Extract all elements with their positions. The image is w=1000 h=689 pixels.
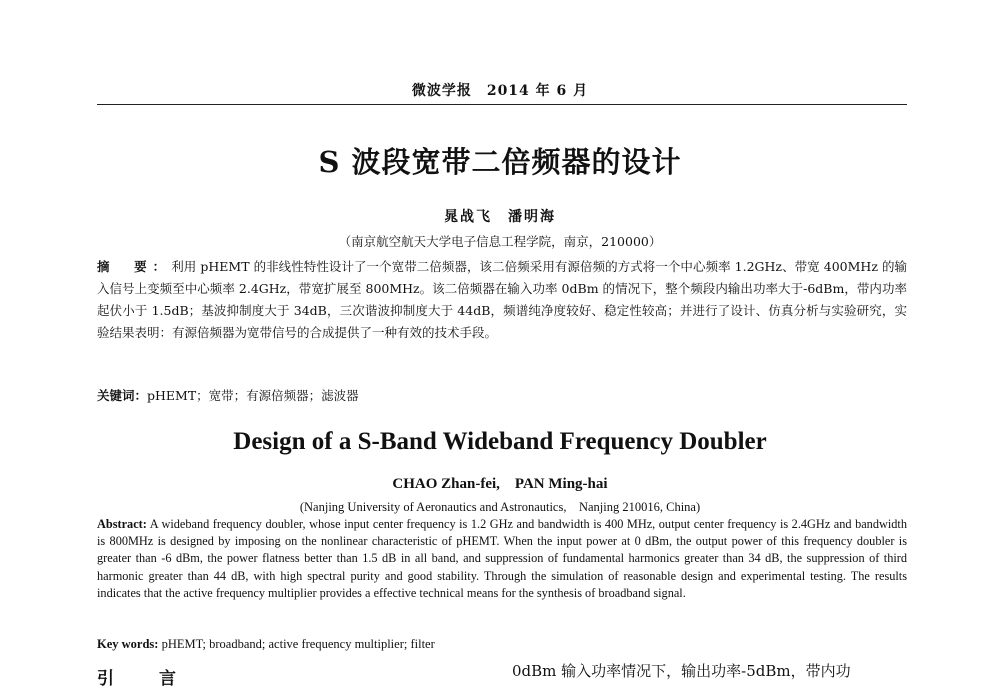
- keywords-en-label: Key words:: [97, 637, 159, 651]
- abstract-en: [97, 516, 907, 602]
- body-text-column-2: 0dBm 输入功率情况下，输出功率-5dBm，带内功: [512, 662, 851, 680]
- keywords-en-text: pHEMT; broadband; active frequency multiplier; filter: [161, 637, 435, 651]
- abstract-cn: [97, 256, 907, 344]
- abstract-cn-text: 利用 pHEMT 的非线性特性设计了一个宽带二倍频器，该二倍频采用有源倍频的方式将一个中心频率 1.2GHz、带宽 400MHz 的输入信号上变频至中心频率 2.4GHz，带宽扩展至 800MHz。该二倍频器在输入功率 0dBm 的情况下，整个频段内输出功率大于-6dBm，带内功率起伏小于 1.5dB；基波抑制度大于 34dB，三次谐波抑制度大于 44dB，频谱纯净度较好、稳定性较高；并进行了设计、仿真分析与实验研究，实验结果表明：有源倍频器为宽带信号的合成提供了一种有效的技术手段。: [97, 259, 907, 340]
- abstract-en-label: Abstract:: [97, 517, 147, 531]
- title-cn: S 波段宽带二倍频器的设计: [318, 145, 682, 179]
- abstract-cn-label: 摘 要：: [97, 259, 172, 274]
- keywords-en: [97, 637, 907, 652]
- abstract-en-text: A wideband frequency doubler, whose input center frequency is 1.2 GHz and bandwidth is 400 MHz, output center frequency is 2.4GHz and bandwidth is 800MHz is designed by imposing on the nonlinear characteristic of pHEMT. When the input power at 0 dBm, the output power of this frequency doubler is greater than -6 dBm, the power flatness better than 1.5 dB in all band, and suppression of fundamental harmonics greater than 34 dB, the suppression of third harmonic greater than 44 dB, with high spectral purity and good stability. Through the simulation of reasonable design and experimental testing. The results indicates that the active frequency multiplier provides a effective technical means for the synthesis of broadband signal.: [97, 517, 907, 600]
- keywords-cn: [97, 386, 907, 404]
- intro-heading-cn: 引 言: [97, 669, 190, 689]
- affiliation-en: (Nanjing University of Aeronautics and Astronautics, Nanjing 210016, China): [299, 500, 701, 514]
- authors-en: CHAO Zhan-fei, PAN Ming-hai: [392, 476, 608, 492]
- header-rule: [97, 104, 907, 105]
- title-en: Design of a S-Band Wideband Frequency Doubler: [233, 428, 767, 455]
- affiliation-cn: （南京航空航天大学电子信息工程学院，南京，210000）: [338, 234, 662, 249]
- keywords-cn-label: 关键词：: [97, 388, 148, 403]
- keywords-cn-text: pHEMT；宽带；有源倍频器；滤波器: [147, 388, 359, 403]
- authors-cn: 晁战飞 潘明海: [444, 209, 556, 225]
- running-header: 微波学报 2014 年 6 月: [411, 83, 589, 99]
